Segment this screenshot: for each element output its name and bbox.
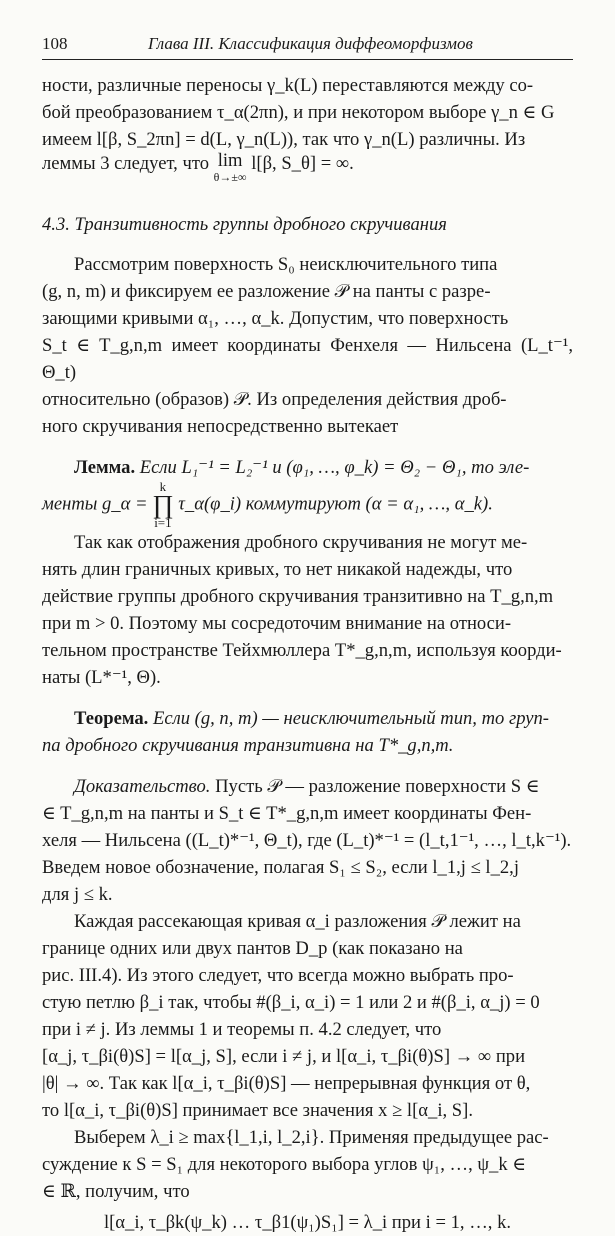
para2-line-4: при m > 0. Поэтому мы сосредоточим внимание на относи- <box>42 613 512 634</box>
lemma-line-1 <box>42 454 573 481</box>
header-rule <box>42 59 573 60</box>
proof-line-4: Введем новое обозначение, полагая S₁ ≤ S₂, если l_1,j ≤ l_2,j <box>42 857 520 878</box>
para3-line-5: при i ≠ j. Из леммы 1 и теоремы п. 4.2 следует, что <box>42 1019 442 1040</box>
para1-line-2: (g, n, m) и фиксируем ее разложение 𝒫 на панты с разре- <box>42 281 491 302</box>
para1-line-6: ного скручивания непосредственно вытекает <box>42 416 399 437</box>
para3-line-2: границе одних или двух пантов D_p (как показано на <box>42 938 463 959</box>
intro-last-suffix: l[β, S_θ] = ∞. <box>251 153 354 174</box>
intro-line-1: ности, различные переносы γ_k(L) переставляются между со- <box>42 75 534 96</box>
para3-line-1: Каждая рассекающая кривая α_i разложения 𝒫 лежит на <box>74 911 521 932</box>
para4-line-2: суждение к S = S₁ для некоторого выбора углов ψ₁, …, ψ_k ∈ <box>42 1154 527 1175</box>
lim-subscript: θ→±∞ <box>213 170 247 184</box>
page-header <box>42 34 573 58</box>
proof-line-3: хеля — Нильсена ((L_t)*⁻¹, Θ_t), где (L_t)*⁻¹ = (l_t,1⁻¹, …, l_t,k⁻¹). <box>42 830 572 851</box>
para2-line-2: нять длин граничных кривых, то нет никакой надежды, что <box>42 559 513 580</box>
proof-text-1: Пусть 𝒫 — разложение поверхности S ∈ <box>215 776 540 797</box>
lemma-text-1: Если L₁⁻¹ = L₂⁻¹ и (φ₁, …, φ_k) = Θ₂ − Θ₁, то эле- <box>139 457 530 478</box>
para2-line-6: наты (L*⁻¹, Θ). <box>42 667 161 688</box>
para3-line-8: то l[α_i, τ_βi(θ)S] принимает все значения x ≥ l[α_i, S]. <box>42 1100 473 1121</box>
intro-line-2: бой преобразованием τ_α(2πn), и при некотором выборе γ_n ∈ G <box>42 102 555 123</box>
page-body <box>42 72 573 1236</box>
para2-line-1: Так как отображения дробного скручивания не могут ме- <box>74 532 528 553</box>
theorem-line-1 <box>42 705 573 732</box>
intro-line-3: имеем l[β, S_2πn] = d(L, γ_n(L)), так что γ_n(L) различны. Из <box>42 129 526 150</box>
lemma-line-2 <box>42 481 573 529</box>
para1-line-5: относительно (образов) 𝒫. Из определения действия дроб- <box>42 389 507 410</box>
para4-line-3: ∈ ℝ, получим, что <box>42 1181 190 1202</box>
product-symbol: ∏ <box>152 490 174 519</box>
page-number: 108 <box>42 34 68 53</box>
product-lower-limit: i=1 <box>154 515 172 530</box>
lemma-text-2-prefix: менты g_α = <box>42 493 148 515</box>
lemma-text-2-suffix: τ_α(φ_i) коммутируют (α = α₁, …, α_k). <box>178 493 493 515</box>
theorem-text-1: Если (g, n, m) — неисключительный тип, то груп- <box>152 708 550 729</box>
para3-line-7: |θ| → ∞. Так как l[α_i, τ_βi(θ)S] — непрерывная функция от θ, <box>42 1073 531 1094</box>
para3-line-4: стую петлю β_i так, чтобы #(β_i, α_i) = 1 или 2 и #(β_i, α_j) = 0 <box>42 992 540 1013</box>
para2-line-5: тельном пространстве Тейхмюллера T*_g,n,m, используя коорди- <box>42 640 562 661</box>
proof-line-1 <box>42 773 573 800</box>
intro-last-prefix: леммы 3 следует, что <box>42 153 210 174</box>
theorem-label: Теорема. <box>74 708 149 729</box>
para3-line-3: рис. III.4). Из этого следует, что всегда можно выбрать про- <box>42 965 514 986</box>
proof-line-2: ∈ T_g,n,m на панты и S_t ∈ T*_g,n,m имеет координаты Фен- <box>42 803 532 824</box>
proof-line-5: для j ≤ k. <box>42 884 113 905</box>
theorem-line-2: па дробного скручивания транзитивна на T*_g,n,m. <box>42 735 454 756</box>
proof-label: Доказательство. <box>74 776 211 797</box>
lim-symbol: lim <box>217 150 243 171</box>
section-title: 4.3. Транзитивность группы дробного скручивания <box>42 214 447 235</box>
limit-expression <box>213 150 247 185</box>
final-equation: l[α_i, τ_βk(ψ_k) … τ_β1(ψ₁)S₁] = λ_i при i = 1, …, k. <box>103 1212 512 1233</box>
para1-line-3: зающими кривыми α₁, …, α_k. Допустим, что поверхность <box>42 308 509 329</box>
para1-line-4: S_t ∈ T_g,n,m имеет координаты Фенхеля — Нильсена (L_t⁻¹, Θ_t) <box>42 335 573 383</box>
intro-line-4 <box>42 150 573 185</box>
product-expression <box>152 481 173 529</box>
para2-line-3: действие группы дробного скручивания транзитивно на T_g,n,m <box>42 586 554 607</box>
running-title: Глава III. Классификация диффеоморфизмов <box>148 34 473 53</box>
para1-line-1: Рассмотрим поверхность S₀ неисключительного типа <box>74 254 498 275</box>
para4-line-1: Выберем λ_i ≥ max{l_1,i, l_2,i}. Применяя предыдущее рас- <box>74 1127 549 1148</box>
para3-line-6: [α_j, τ_βi(θ)S] = l[α_j, S], если i ≠ j, и l[α_i, τ_βi(θ)S] → ∞ при <box>42 1046 526 1067</box>
lemma-label: Лемма. <box>74 457 136 478</box>
product-upper-limit: k <box>159 479 167 494</box>
